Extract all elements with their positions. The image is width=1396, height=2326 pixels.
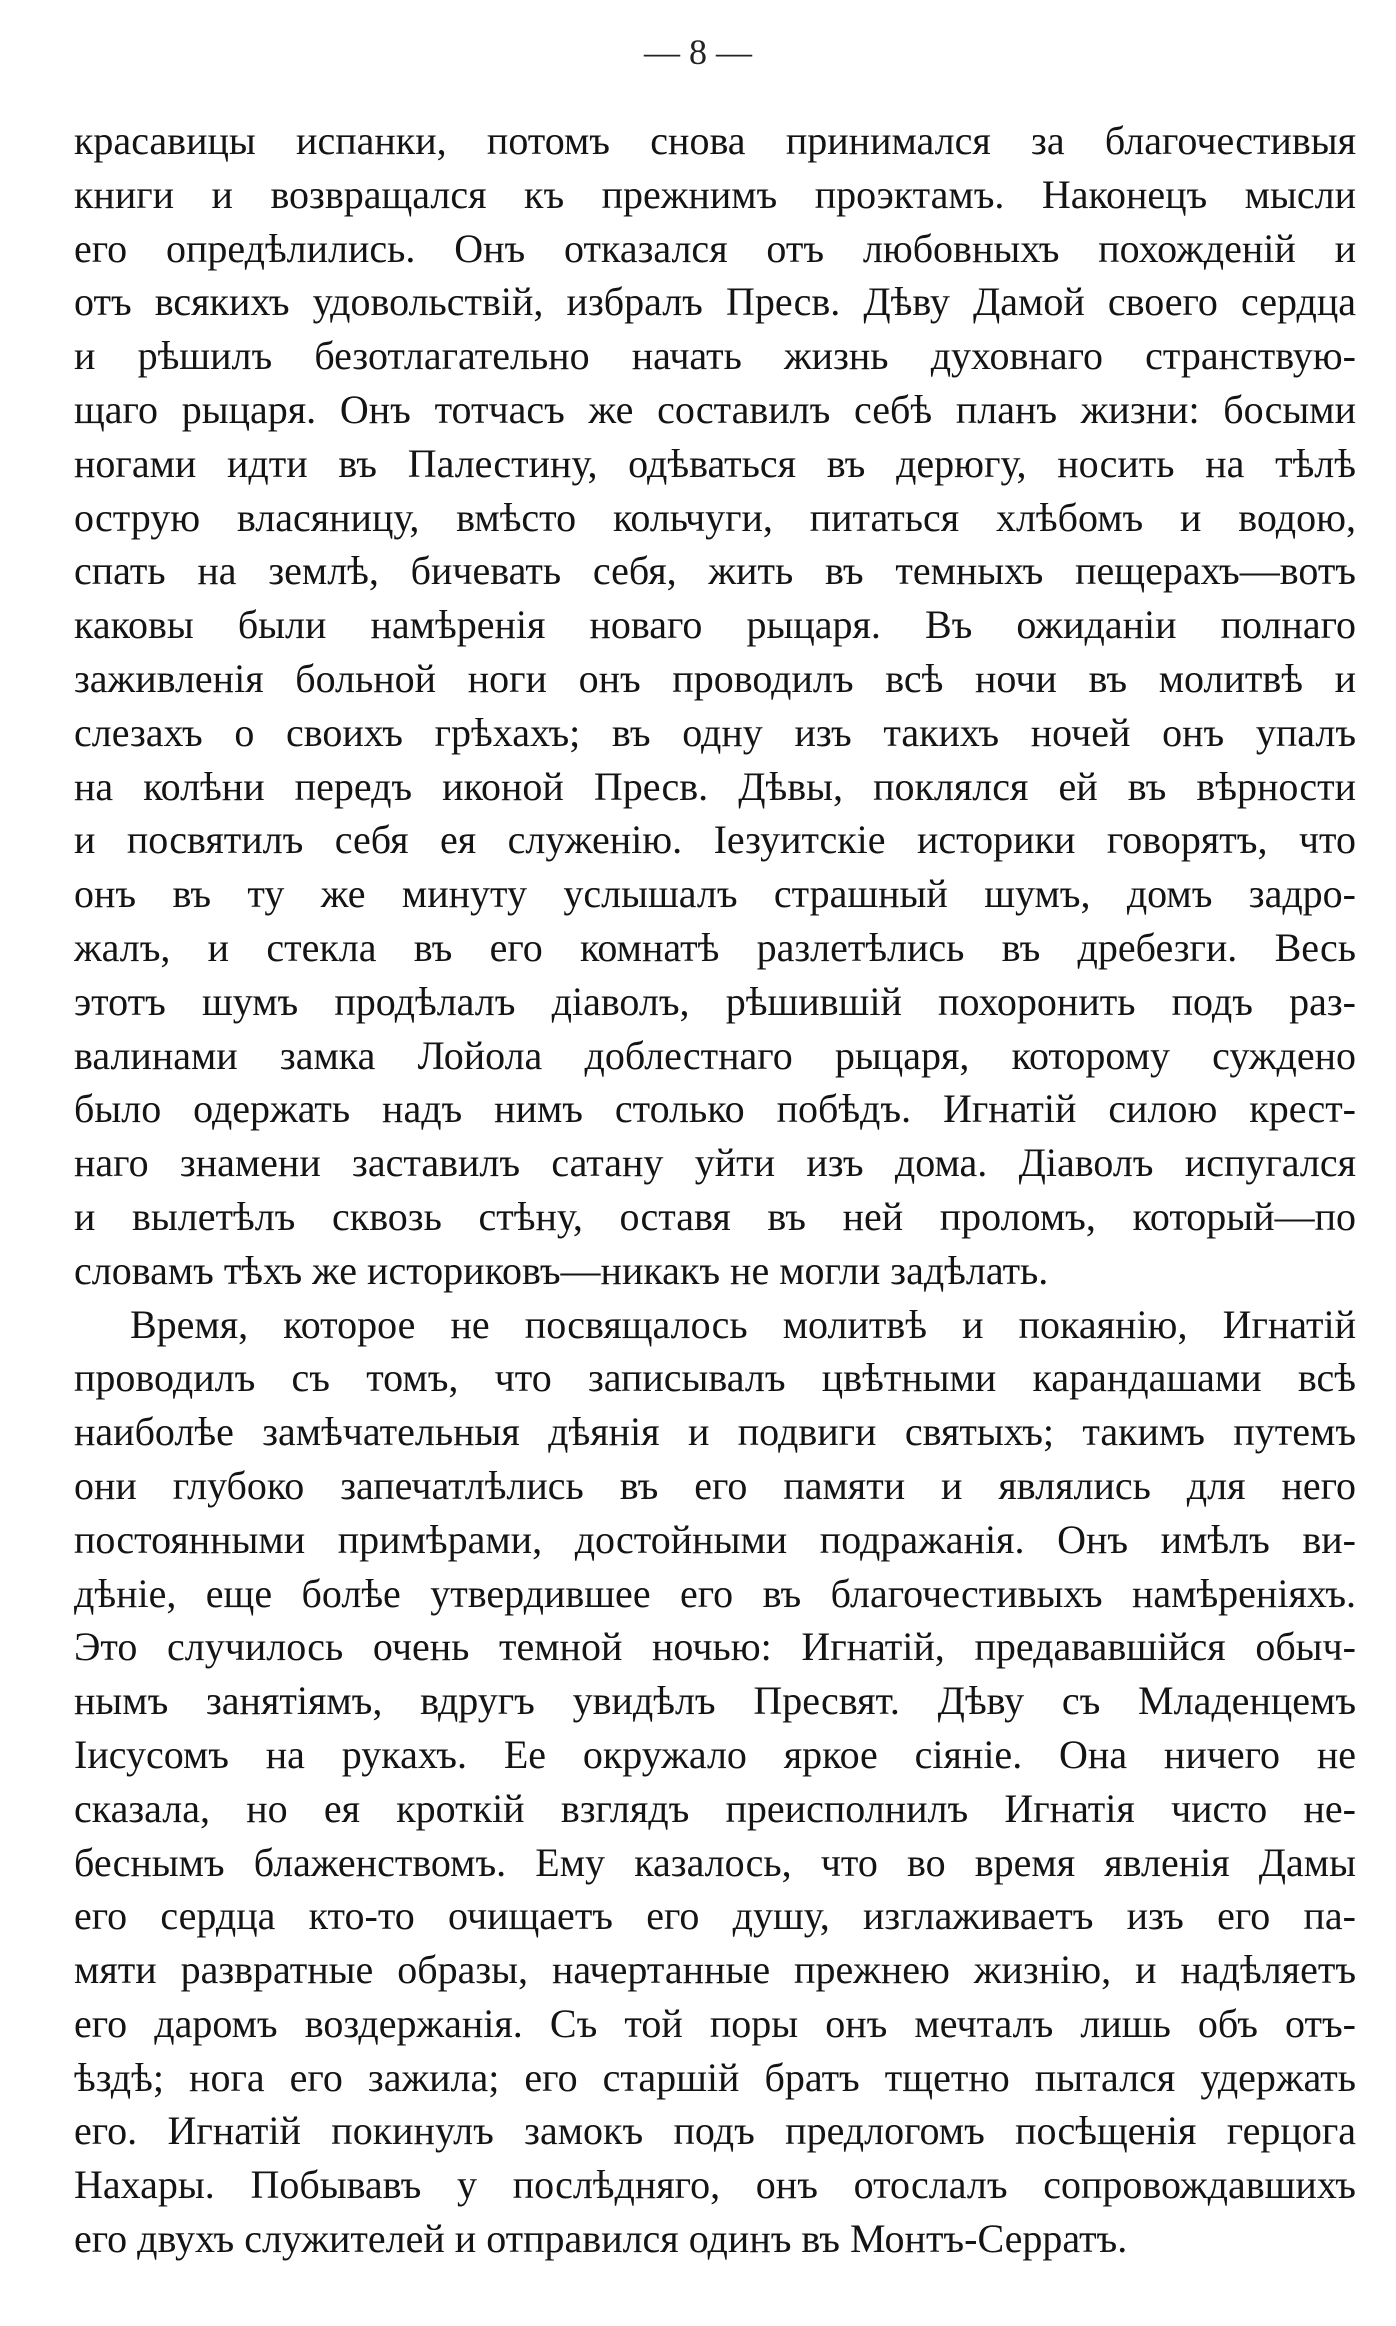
text-line: наго знамени заставилъ сатану уйти изъ дома. Діаволъ испугался [74,1140,1356,1186]
text-line: его. Игнатій покинулъ замокъ подъ предлогомъ посѣщенія герцога [74,2108,1356,2154]
text-line: его даромъ воздержанія. Съ той поры онъ мечталъ лишь объ отъ- [74,2000,1356,2046]
text-line: отъ всякихъ удовольствій, избралъ Пресв. Дѣву Дамой своего сердца [74,279,1356,325]
text-line: щаго рыцаря. Онъ тотчасъ же составилъ себѣ планъ жизни: босыми [74,386,1356,432]
text-line: и рѣшилъ безотлагательно начать жизнь духовнаго странствую- [74,333,1356,379]
text-line: сказала, но ея кроткій взглядъ преисполнилъ Игнатія чисто не- [74,1785,1356,1831]
text-line: проводилъ съ томъ, что записывалъ цвѣтными карандашами всѣ [74,1355,1356,1401]
text-line: и посвятилъ себя ея служенію. Іезуитскіе историки говорятъ, что [74,817,1356,863]
page-number: — 8 — [644,32,752,72]
paragraph [74,114,1356,1298]
text-line: нымъ занятіямъ, вдругъ увидѣлъ Пресвят. Дѣву съ Младенцемъ [74,1678,1356,1724]
text-line: было одержать надъ нимъ столько побѣдъ. Игнатій силою крест- [74,1086,1356,1132]
text-line: ногами идти въ Палестину, одѣваться въ дерюгу, носить на тѣлѣ [74,440,1356,486]
text-line: слезахъ о своихъ грѣхахъ; въ одну изъ такихъ ночей онъ упалъ [74,709,1356,755]
text-line: словамъ тѣхъ же историковъ—никакъ не могли задѣлать. [74,1247,1049,1293]
text-line: Іисусомъ на рукахъ. Ее окружало яркое сіяніе. Она ничего не [74,1731,1356,1777]
text-line: заживленія больной ноги онъ проводилъ всѣ ночи въ молитвѣ и [74,655,1356,701]
text-line: острую власяницу, вмѣсто кольчуги, питаться хлѣбомъ и водою, [74,494,1356,540]
text-line: мяти развратные образы, начертанные прежнею жизнію, и надѣляетъ [74,1947,1356,1993]
text-line: Это случилось очень темной ночью: Игнатій, предававшійся обыч- [74,1624,1356,1670]
text-line: постоянными примѣрами, достойными подражанія. Онъ имѣлъ ви- [74,1516,1356,1562]
text-line: его опредѣлились. Онъ отказался отъ любовныхъ похожденій и [74,225,1356,271]
paragraph [74,1298,1356,2266]
text-line: беснымъ блаженствомъ. Ему казалось, что во время явленія Дамы [74,1839,1356,1885]
text-line: и вылетѣлъ сквозь стѣну, оставя въ ней проломъ, который—по [74,1193,1356,1239]
text-line: ѣздѣ; нога его зажила; его старшій братъ тщетно пытался удержать [74,2054,1356,2100]
text-line: онъ въ ту же минуту услышалъ страшный шумъ, домъ задро- [74,871,1356,917]
text-line: Время, которое не посвящалось молитвѣ и покаянію, Игнатій [130,1301,1356,1347]
text-line: они глубоко запечатлѣлись въ его памяти и являлись для него [74,1462,1356,1508]
text-line: наиболѣе замѣчательныя дѣянія и подвиги святыхъ; такимъ путемъ [74,1409,1356,1455]
body-text [74,114,1356,2266]
text-line: красавицы испанки, потомъ снова принимался за благочестивыя [74,118,1356,163]
text-line: его сердца кто-то очищаетъ его душу, изглаживаетъ изъ его па- [74,1893,1356,1939]
text-line: этотъ шумъ продѣлалъ діаволъ, рѣшившій похоронить подъ раз- [74,978,1356,1024]
text-line: жалъ, и стекла въ его комнатѣ разлетѣлись въ дребезги. Весь [74,924,1356,970]
text-line: дѣніе, еще болѣе утвердившее его въ благочестивыхъ намѣреніяхъ. [74,1570,1356,1616]
text-line: его двухъ служителей и отправился одинъ въ Монтъ-Серратъ. [74,2216,1128,2262]
text-line: Нахары. Побывавъ у послѣдняго, онъ отослалъ сопровождавшихъ [74,2162,1356,2208]
text-line: валинами замка Лойола доблестнаго рыцаря, которому суждено [74,1032,1356,1078]
text-line: каковы были намѣренія новаго рыцаря. Въ ожиданіи полнаго [74,602,1356,648]
text-line: спать на землѣ, бичевать себя, жить въ темныхъ пещерахъ—вотъ [74,548,1356,594]
text-line: на колѣни передъ иконой Пресв. Дѣвы, поклялся ей въ вѣрности [74,763,1356,809]
text-line: книги и возвращался къ прежнимъ проэктамъ. Наконецъ мысли [74,171,1356,217]
